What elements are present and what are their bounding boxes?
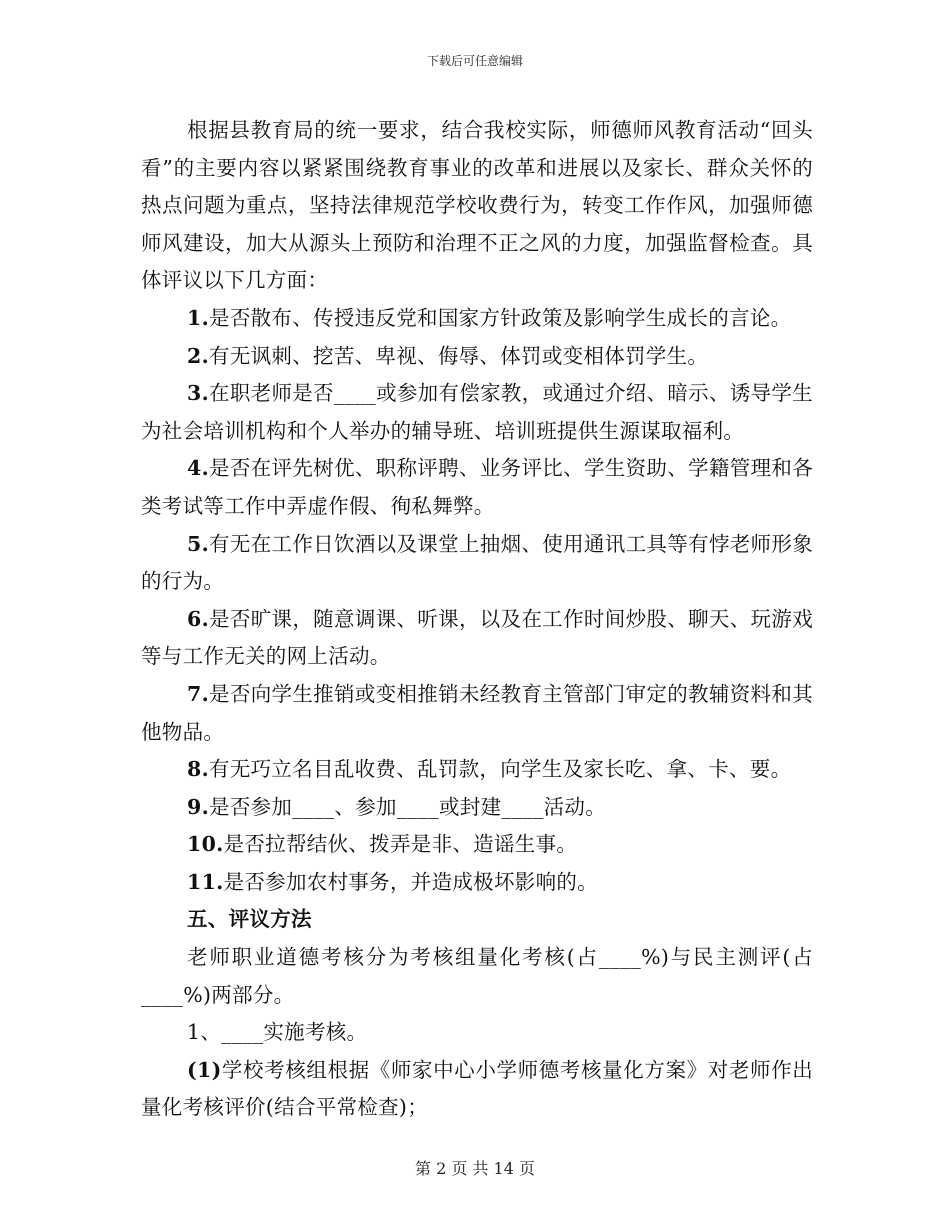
list-item xyxy=(141,375,813,450)
item-text: 在职老师是否____或参加有偿家教，或通过介绍、暗示、诱导学生为社会培训机构和个人举办的辅导班、培训班提供生源谋取福利。 xyxy=(141,381,813,443)
list-item xyxy=(141,751,813,789)
item-text: 有无在工作日饮酒以及课堂上抽烟、使用通讯工具等有悖老师形象的行为。 xyxy=(141,531,813,594)
list-item xyxy=(141,789,813,827)
item-number: 3. xyxy=(187,381,210,406)
item-number: 8. xyxy=(187,757,210,782)
paragraph-text: 老师职业道德考核分为考核组量化考核(占____%)与民主测评(占____%)两部分。 xyxy=(141,945,813,1007)
item-number: 1. xyxy=(187,305,210,330)
item-text: 是否参加农村事务，并造成极坏影响的。 xyxy=(223,869,598,894)
list-item xyxy=(141,601,813,676)
item-text: 是否在评先树优、职称评聘、业务评比、学生资助、学籍管理和各类考试等工作中弄虚作假、徇私舞弊。 xyxy=(141,456,813,518)
item-number: 9. xyxy=(187,794,210,819)
paragraph-text: 根据县教育局的统一要求，结合我校实际，师德师风教育活动“回头看”的主要内容以紧紧围绕教育事业的改革和进展以及家长、群众关怀的热点问题为重点，坚持法律规范学校收费行为，转变工作作风，加强师德师风建设，加大从源头上预防和治理不正之风的力度，加强监督检查。具体评议以下几方面： xyxy=(141,118,813,293)
method-paragraph xyxy=(141,1052,813,1127)
item-number: (1) xyxy=(187,1057,222,1082)
item-text: 有无讽刺、挖苦、卑视、侮辱、体罚或变相体罚学生。 xyxy=(209,343,709,368)
section-heading: 五、评议方法 xyxy=(187,907,312,932)
item-text: 是否旷课，随意调课、听课，以及在工作时间炒股、聊天、玩游戏等与工作无关的网上活动。 xyxy=(141,606,813,669)
list-item xyxy=(141,676,813,751)
item-text: 是否散布、传授违反党和国家方针政策及影响学生成长的言论。 xyxy=(209,305,792,330)
header-note: 下载后可任意编辑 xyxy=(426,54,523,68)
paragraph-text: 学校考核组根据《师家中心小学师德考核量化方案》对老师作出量化考核评价(结合平常检查)； xyxy=(141,1057,813,1120)
list-item xyxy=(141,864,813,902)
item-number: 6. xyxy=(187,606,210,631)
list-item xyxy=(141,526,813,601)
method-paragraph xyxy=(141,1014,813,1052)
list-item xyxy=(141,338,813,376)
item-number: 11. xyxy=(187,869,224,894)
item-text: 是否参加____、参加____或封建____活动。 xyxy=(209,794,607,819)
item-text: 有无巧立名目乱收费、乱罚款，向学生及家长吃、拿、卡、要。 xyxy=(209,757,792,782)
item-number: 7. xyxy=(187,681,210,706)
page-number: 第 2 页 共 14 页 xyxy=(415,1159,535,1178)
document-body xyxy=(141,112,813,1127)
item-number: 4. xyxy=(187,456,210,481)
item-text: 是否向学生推销或变相推销未经教育主管部门审定的教辅资料和其他物品。 xyxy=(141,681,813,744)
item-text: 是否拉帮结伙、拨弄是非、造谣生事。 xyxy=(223,832,578,857)
paragraph-text: 1、____实施考核。 xyxy=(187,1020,368,1045)
list-item xyxy=(141,826,813,864)
item-number: 2. xyxy=(187,343,210,368)
list-item xyxy=(141,450,813,525)
method-paragraph xyxy=(141,939,813,1014)
item-number: 5. xyxy=(187,531,210,556)
item-number: 10. xyxy=(187,832,224,857)
list-item xyxy=(141,300,813,338)
intro-paragraph xyxy=(141,112,813,300)
